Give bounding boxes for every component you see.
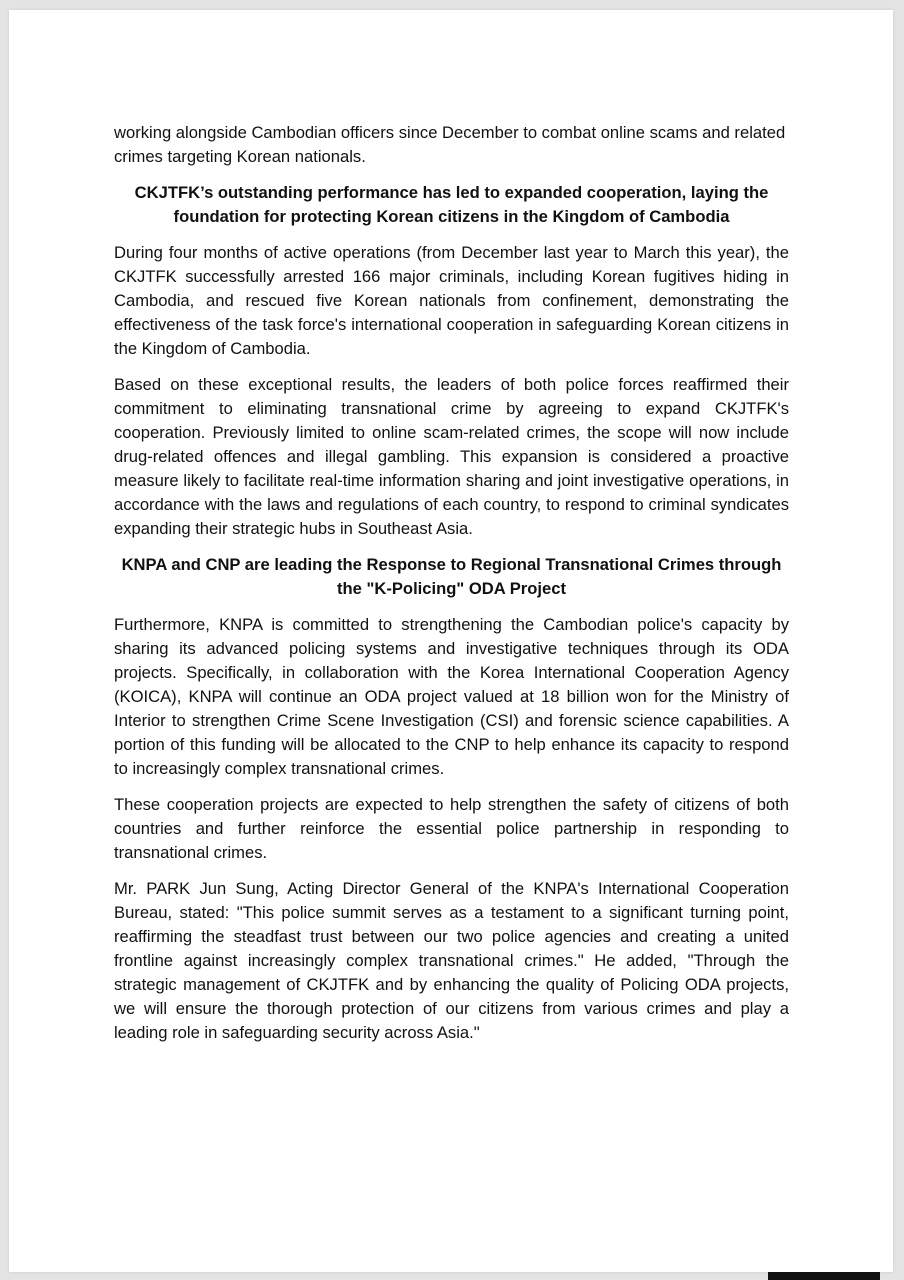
- paragraph-cooperation: These cooperation projects are expected to help strengthen the safety of citizens of both countries and further reinforce the essential police partnership in responding to transnational crimes.: [114, 795, 789, 862]
- section-heading-ckjtfk: CKJTFK’s outstanding performance has led to expanded cooperation, laying the foundation for protecting Korean citizens in the Kingdom of Cambodia: [134, 183, 769, 226]
- paragraph-expansion: Based on these exceptional results, the leaders of both police forces reaffirmed their commitment to eliminating transnational crime by agreeing to expand CKJTFK's cooperation. Previously limited to online scam-related crimes, the scope will now include drug-related offences and illegal gambling. This expansion is considered a proactive measure likely to facilitate real-time information sharing and joint investigative operations, in accordance with the laws and regulations of each country, to respond to criminal syndicates expanding their strategic hubs in Southeast Asia.: [114, 375, 789, 538]
- paragraph-oda-project: Furthermore, KNPA is committed to strengthening the Cambodian police's capacity by sharing its advanced policing systems and investigative techniques through its ODA projects. Specifically, in collaboration with the Korea International Cooperation Agency (KOICA), KNPA will continue an ODA project valued at 18 billion won for the Ministry of Interior to strengthen Crime Scene Investigation (CSI) and forensic science capabilities. A portion of this funding will be allocated to the CNP to help enhance its capacity to respond to increasingly complex transnational crimes.: [114, 615, 789, 778]
- section-heading-k-policing: KNPA and CNP are leading the Response to Regional Transnational Crimes through the "K-Policing" ODA Project: [121, 555, 782, 598]
- page-edge-shadow: [768, 1272, 880, 1280]
- paragraph-operations: During four months of active operations (from December last year to March this year), the CKJTFK successfully arrested 166 major criminals, including Korean fugitives hiding in Cambodia, and rescued five Korean nationals from confinement, demonstrating the effectiveness of the task force's international cooperation in safeguarding Korean citizens in the Kingdom of Cambodia.: [114, 243, 789, 358]
- document-body: [114, 121, 789, 1057]
- paragraph-continuation: working alongside Cambodian officers since December to combat online scams and related crimes targeting Korean nationals.: [114, 123, 786, 166]
- document-page: [9, 10, 893, 1272]
- paragraph-quote: Mr. PARK Jun Sung, Acting Director General of the KNPA's International Cooperation Bureau, stated: "This police summit serves as a testament to a significant turning point, reaffirming the steadfast trust between our two police agencies and creating a united frontline against increasingly complex transnational crimes." He added, "Through the strategic management of CKJTFK and by enhancing the quality of Policing ODA projects, we will ensure the thorough protection of our citizens from various crimes and play a leading role in safeguarding security across Asia.": [114, 879, 789, 1042]
